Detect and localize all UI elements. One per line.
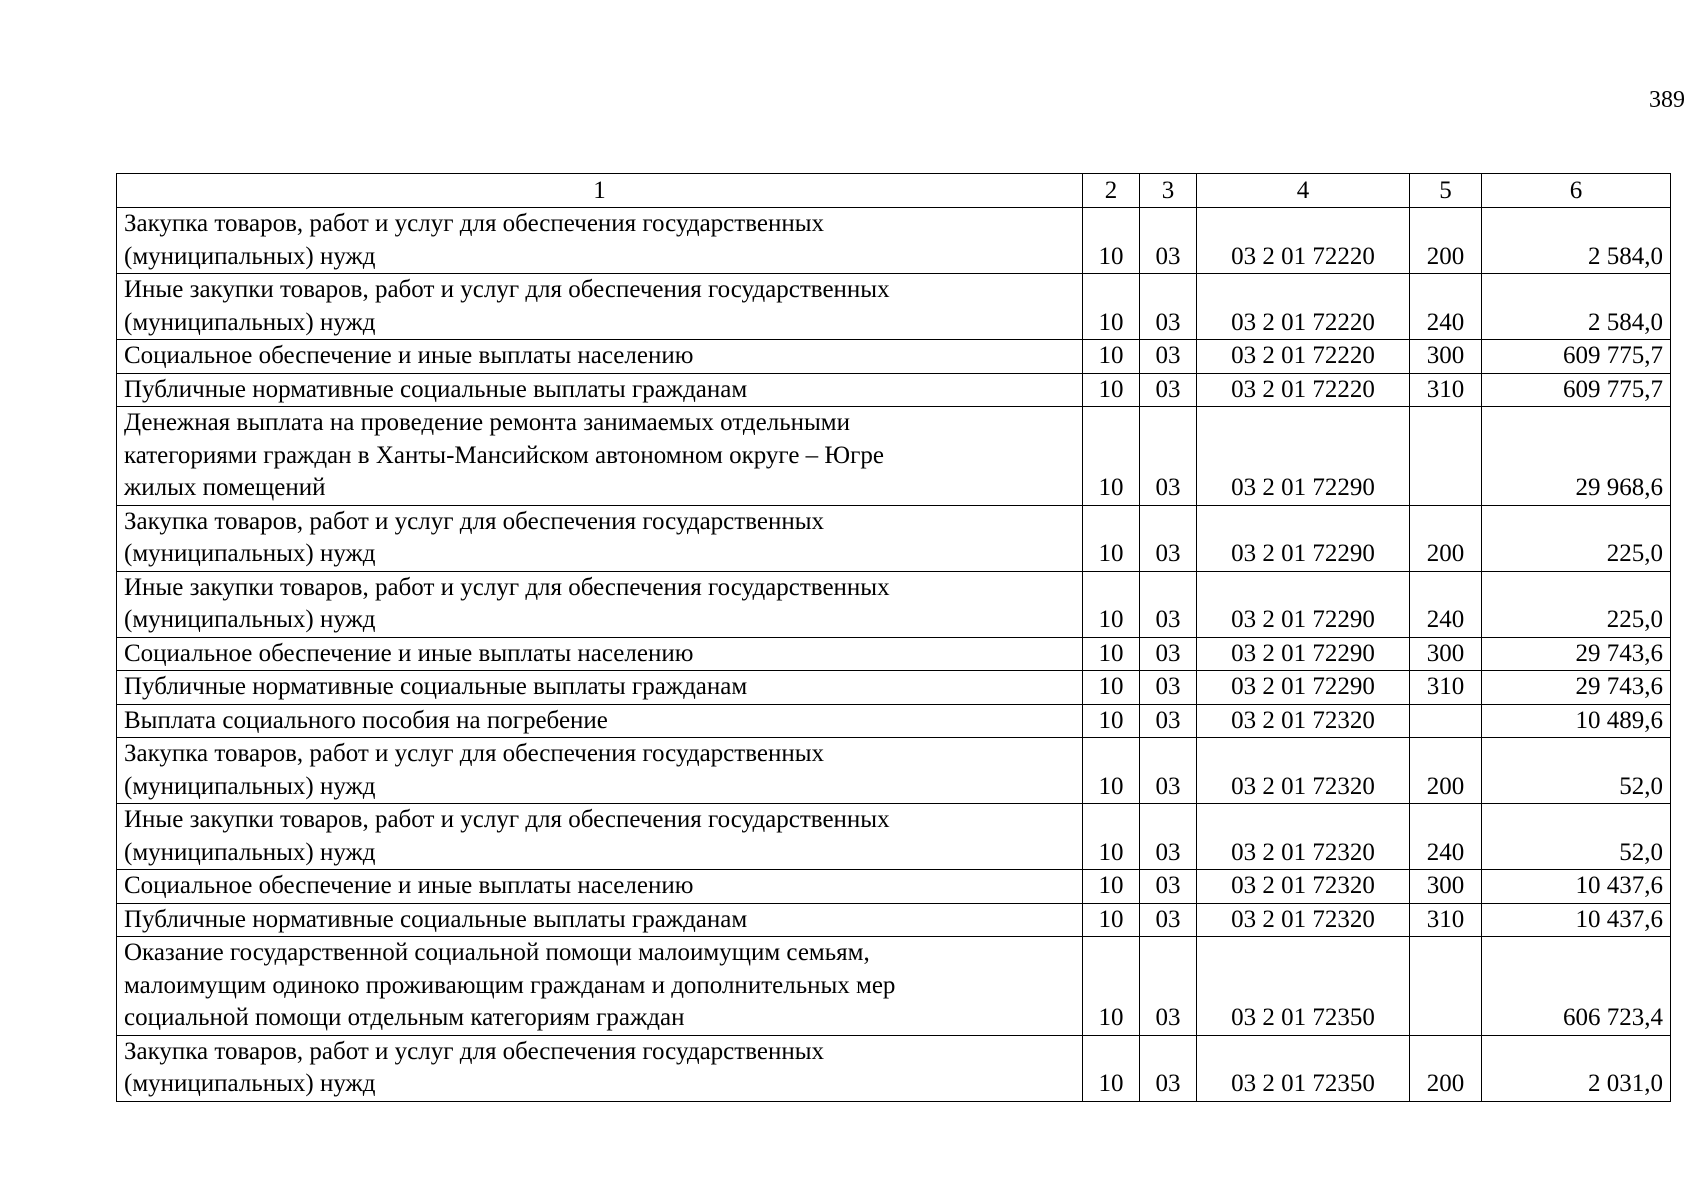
table-row — [117, 738, 1671, 804]
row-target-article-cell: 03 2 01 72220 — [1197, 340, 1410, 374]
row-name-cell: Публичные нормативные социальные выплаты гражданам — [117, 671, 1083, 705]
row-target-article-cell: 03 2 01 72220 — [1197, 373, 1410, 407]
table-row — [117, 903, 1671, 937]
table-row — [117, 373, 1671, 407]
row-amount-cell: 2 031,0 — [1482, 1035, 1671, 1101]
row-expense-type-cell: 200 — [1410, 1035, 1482, 1101]
row-target-article-cell: 03 2 01 72320 — [1197, 704, 1410, 738]
row-subsection-cell: 03 — [1140, 738, 1197, 804]
row-name-cell: Иные закупки товаров, работ и услуг для обеспечения государственных (муниципальных) нужд — [117, 274, 1083, 340]
row-section-cell: 10 — [1083, 804, 1140, 870]
row-target-article-cell: 03 2 01 72290 — [1197, 571, 1410, 637]
row-section-cell: 10 — [1083, 407, 1140, 506]
row-name-cell: Социальное обеспечение и иные выплаты населению — [117, 637, 1083, 671]
row-name-cell: Социальное обеспечение и иные выплаты населению — [117, 870, 1083, 904]
row-name-cell: Оказание государственной социальной помощи малоимущим семьям, малоимущим одиноко проживающим гражданам и дополнительных мер социальной помощи отдельным категориям граждан — [117, 937, 1083, 1036]
row-name-cell: Публичные нормативные социальные выплаты гражданам — [117, 373, 1083, 407]
row-subsection-cell: 03 — [1140, 903, 1197, 937]
row-amount-cell: 609 775,7 — [1482, 373, 1671, 407]
row-name-cell: Закупка товаров, работ и услуг для обеспечения государственных (муниципальных) нужд — [117, 505, 1083, 571]
table-row — [117, 671, 1671, 705]
row-section-cell: 10 — [1083, 937, 1140, 1036]
row-amount-cell: 225,0 — [1482, 571, 1671, 637]
row-amount-cell: 10 437,6 — [1482, 903, 1671, 937]
row-section-cell: 10 — [1083, 738, 1140, 804]
row-name-cell: Закупка товаров, работ и услуг для обеспечения государственных (муниципальных) нужд — [117, 1035, 1083, 1101]
row-subsection-cell: 03 — [1140, 870, 1197, 904]
table-row — [117, 704, 1671, 738]
row-subsection-cell: 03 — [1140, 373, 1197, 407]
row-section-cell: 10 — [1083, 1035, 1140, 1101]
row-subsection-cell: 03 — [1140, 340, 1197, 374]
row-name-cell: Закупка товаров, работ и услуг для обеспечения государственных (муниципальных) нужд — [117, 208, 1083, 274]
row-subsection-cell: 03 — [1140, 274, 1197, 340]
table-row — [117, 340, 1671, 374]
row-amount-cell: 10 437,6 — [1482, 870, 1671, 904]
table-header-row — [117, 174, 1671, 208]
row-amount-cell: 606 723,4 — [1482, 937, 1671, 1036]
row-subsection-cell: 03 — [1140, 804, 1197, 870]
row-section-cell: 10 — [1083, 340, 1140, 374]
row-name-cell: Социальное обеспечение и иные выплаты населению — [117, 340, 1083, 374]
row-amount-cell: 2 584,0 — [1482, 208, 1671, 274]
row-expense-type-cell: 310 — [1410, 373, 1482, 407]
row-target-article-cell: 03 2 01 72290 — [1197, 637, 1410, 671]
row-expense-type-cell — [1410, 407, 1482, 506]
row-subsection-cell: 03 — [1140, 704, 1197, 738]
row-name-cell: Иные закупки товаров, работ и услуг для обеспечения государственных (муниципальных) нужд — [117, 571, 1083, 637]
row-target-article-cell: 03 2 01 72350 — [1197, 937, 1410, 1036]
header-cell: 3 — [1140, 174, 1197, 208]
row-expense-type-cell: 300 — [1410, 870, 1482, 904]
row-section-cell: 10 — [1083, 903, 1140, 937]
row-target-article-cell: 03 2 01 72320 — [1197, 870, 1410, 904]
row-target-article-cell: 03 2 01 72220 — [1197, 208, 1410, 274]
row-amount-cell: 609 775,7 — [1482, 340, 1671, 374]
row-amount-cell: 52,0 — [1482, 738, 1671, 804]
row-subsection-cell: 03 — [1140, 407, 1197, 506]
table-row — [117, 937, 1671, 1036]
row-target-article-cell: 03 2 01 72320 — [1197, 804, 1410, 870]
table-row — [117, 505, 1671, 571]
row-expense-type-cell: 240 — [1410, 274, 1482, 340]
table-body — [117, 208, 1671, 1102]
header-cell: 4 — [1197, 174, 1410, 208]
row-expense-type-cell: 300 — [1410, 637, 1482, 671]
row-section-cell: 10 — [1083, 870, 1140, 904]
header-cell: 2 — [1083, 174, 1140, 208]
row-name-cell: Выплата социального пособия на погребение — [117, 704, 1083, 738]
row-amount-cell: 2 584,0 — [1482, 274, 1671, 340]
row-expense-type-cell: 310 — [1410, 671, 1482, 705]
row-amount-cell: 29 743,6 — [1482, 671, 1671, 705]
row-section-cell: 10 — [1083, 704, 1140, 738]
row-expense-type-cell — [1410, 937, 1482, 1036]
row-target-article-cell: 03 2 01 72220 — [1197, 274, 1410, 340]
row-subsection-cell: 03 — [1140, 208, 1197, 274]
row-expense-type-cell: 300 — [1410, 340, 1482, 374]
row-expense-type-cell: 200 — [1410, 505, 1482, 571]
row-section-cell: 10 — [1083, 671, 1140, 705]
header-cell: 1 — [117, 174, 1083, 208]
row-expense-type-cell: 240 — [1410, 571, 1482, 637]
row-amount-cell: 52,0 — [1482, 804, 1671, 870]
row-amount-cell: 10 489,6 — [1482, 704, 1671, 738]
row-subsection-cell: 03 — [1140, 505, 1197, 571]
row-amount-cell: 29 968,6 — [1482, 407, 1671, 506]
table-row — [117, 208, 1671, 274]
row-target-article-cell: 03 2 01 72290 — [1197, 671, 1410, 705]
table-row — [117, 637, 1671, 671]
table-row — [117, 274, 1671, 340]
row-target-article-cell: 03 2 01 72290 — [1197, 505, 1410, 571]
header-cell: 5 — [1410, 174, 1482, 208]
row-name-cell: Закупка товаров, работ и услуг для обеспечения государственных (муниципальных) нужд — [117, 738, 1083, 804]
row-subsection-cell: 03 — [1140, 1035, 1197, 1101]
row-subsection-cell: 03 — [1140, 937, 1197, 1036]
row-expense-type-cell: 240 — [1410, 804, 1482, 870]
row-name-cell: Иные закупки товаров, работ и услуг для обеспечения государственных (муниципальных) нужд — [117, 804, 1083, 870]
row-section-cell: 10 — [1083, 208, 1140, 274]
table-row — [117, 571, 1671, 637]
row-name-cell: Публичные нормативные социальные выплаты гражданам — [117, 903, 1083, 937]
row-subsection-cell: 03 — [1140, 671, 1197, 705]
table-row — [117, 870, 1671, 904]
row-section-cell: 10 — [1083, 505, 1140, 571]
row-section-cell: 10 — [1083, 373, 1140, 407]
budget-table — [116, 173, 1671, 1102]
row-amount-cell: 29 743,6 — [1482, 637, 1671, 671]
page-number: 389 — [1649, 87, 1685, 113]
row-subsection-cell: 03 — [1140, 637, 1197, 671]
table-row — [117, 1035, 1671, 1101]
row-expense-type-cell: 200 — [1410, 738, 1482, 804]
row-target-article-cell: 03 2 01 72320 — [1197, 738, 1410, 804]
row-expense-type-cell — [1410, 704, 1482, 738]
header-cell: 6 — [1482, 174, 1671, 208]
row-name-cell: Денежная выплата на проведение ремонта занимаемых отдельными категориями граждан в Ханты-Мансийском автономном округе – Югре жилых помещений — [117, 407, 1083, 506]
row-subsection-cell: 03 — [1140, 571, 1197, 637]
row-expense-type-cell: 200 — [1410, 208, 1482, 274]
row-section-cell: 10 — [1083, 637, 1140, 671]
row-section-cell: 10 — [1083, 274, 1140, 340]
row-target-article-cell: 03 2 01 72350 — [1197, 1035, 1410, 1101]
row-expense-type-cell: 310 — [1410, 903, 1482, 937]
table-row — [117, 804, 1671, 870]
row-target-article-cell: 03 2 01 72290 — [1197, 407, 1410, 506]
table-row — [117, 407, 1671, 506]
row-section-cell: 10 — [1083, 571, 1140, 637]
row-target-article-cell: 03 2 01 72320 — [1197, 903, 1410, 937]
row-amount-cell: 225,0 — [1482, 505, 1671, 571]
